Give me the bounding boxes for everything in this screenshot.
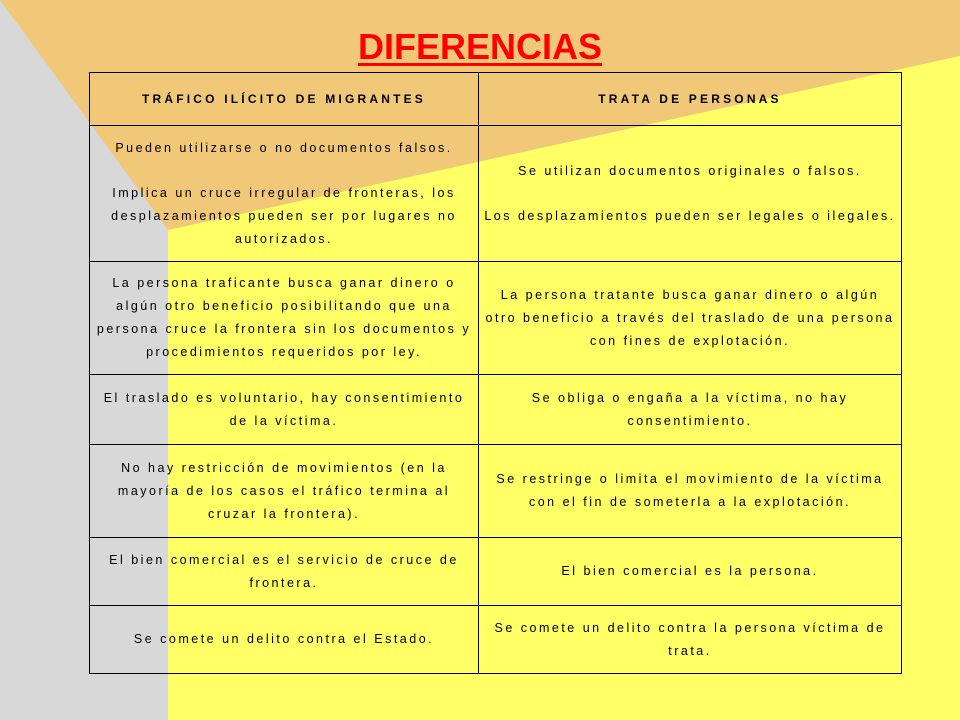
cell-migrant-smuggling bbox=[90, 126, 479, 262]
cell-human-trafficking bbox=[479, 606, 902, 674]
header-migrant-smuggling: TRÁFICO ILÍCITO DE MIGRANTES bbox=[90, 73, 479, 126]
cell-paragraph: La persona traficante busca ganar dinero o algún otro beneficio posibilitando que una persona cruce la frontera sin los documentos y procedimientos requeridos por ley. bbox=[96, 276, 472, 359]
table-row bbox=[90, 606, 902, 674]
cell-paragraph: Se restringe o limita el movimiento de la víctima con el fin de someterla a la explotación. bbox=[496, 472, 884, 509]
cell-paragraph: Se obliga o engaña a la víctima, no hay consentimiento. bbox=[531, 390, 849, 428]
table-header-row bbox=[90, 73, 902, 126]
paragraph-gap bbox=[483, 183, 897, 205]
table-row bbox=[90, 538, 902, 606]
cell-human-trafficking bbox=[479, 262, 902, 375]
table-row bbox=[90, 126, 902, 262]
table-row bbox=[90, 375, 902, 445]
cell-paragraph: Implica un cruce irregular de fronteras, los desplazamientos pueden ser por lugares no autorizados. bbox=[111, 185, 457, 246]
cell-paragraph: La persona tratante busca ganar dinero o algún otro beneficio a través del traslado de una persona con fines de explotación. bbox=[485, 287, 895, 348]
table-row bbox=[90, 262, 902, 375]
cell-paragraph: Se comete un delito contra el Estado. bbox=[133, 632, 435, 646]
cell-paragraph: El bien comercial es el servicio de cruce de frontera. bbox=[109, 552, 459, 590]
cell-paragraph: Los desplazamientos pueden ser legales o ilegales. bbox=[484, 208, 896, 223]
cell-paragraph: El bien comercial es la persona. bbox=[561, 564, 819, 578]
cell-human-trafficking bbox=[479, 538, 902, 606]
table-row bbox=[90, 445, 902, 538]
cell-human-trafficking bbox=[479, 375, 902, 445]
cell-human-trafficking bbox=[479, 126, 902, 262]
paragraph-gap bbox=[94, 160, 474, 182]
cell-paragraph: No hay restricción de movimientos (en la mayoría de los casos el tráfico termina al cruzar la frontera). bbox=[117, 460, 451, 521]
cell-migrant-smuggling bbox=[90, 375, 479, 445]
header-human-trafficking: TRATA DE PERSONAS bbox=[479, 73, 902, 126]
cell-paragraph: Se comete un delito contra la persona víctima de trata. bbox=[494, 620, 886, 658]
cell-migrant-smuggling bbox=[90, 538, 479, 606]
cell-migrant-smuggling bbox=[90, 262, 479, 375]
cell-paragraph: Se utilizan documentos originales o falsos. bbox=[518, 163, 862, 178]
cell-human-trafficking bbox=[479, 445, 902, 538]
cell-migrant-smuggling bbox=[90, 606, 479, 674]
cell-paragraph: Pueden utilizarse o no documentos falsos. bbox=[115, 140, 453, 155]
cell-paragraph: El traslado es voluntario, hay consentimiento de la víctima. bbox=[103, 390, 465, 428]
comparison-table bbox=[89, 72, 902, 674]
cell-migrant-smuggling bbox=[90, 445, 479, 538]
page-title: DIFERENCIAS bbox=[357, 26, 603, 67]
